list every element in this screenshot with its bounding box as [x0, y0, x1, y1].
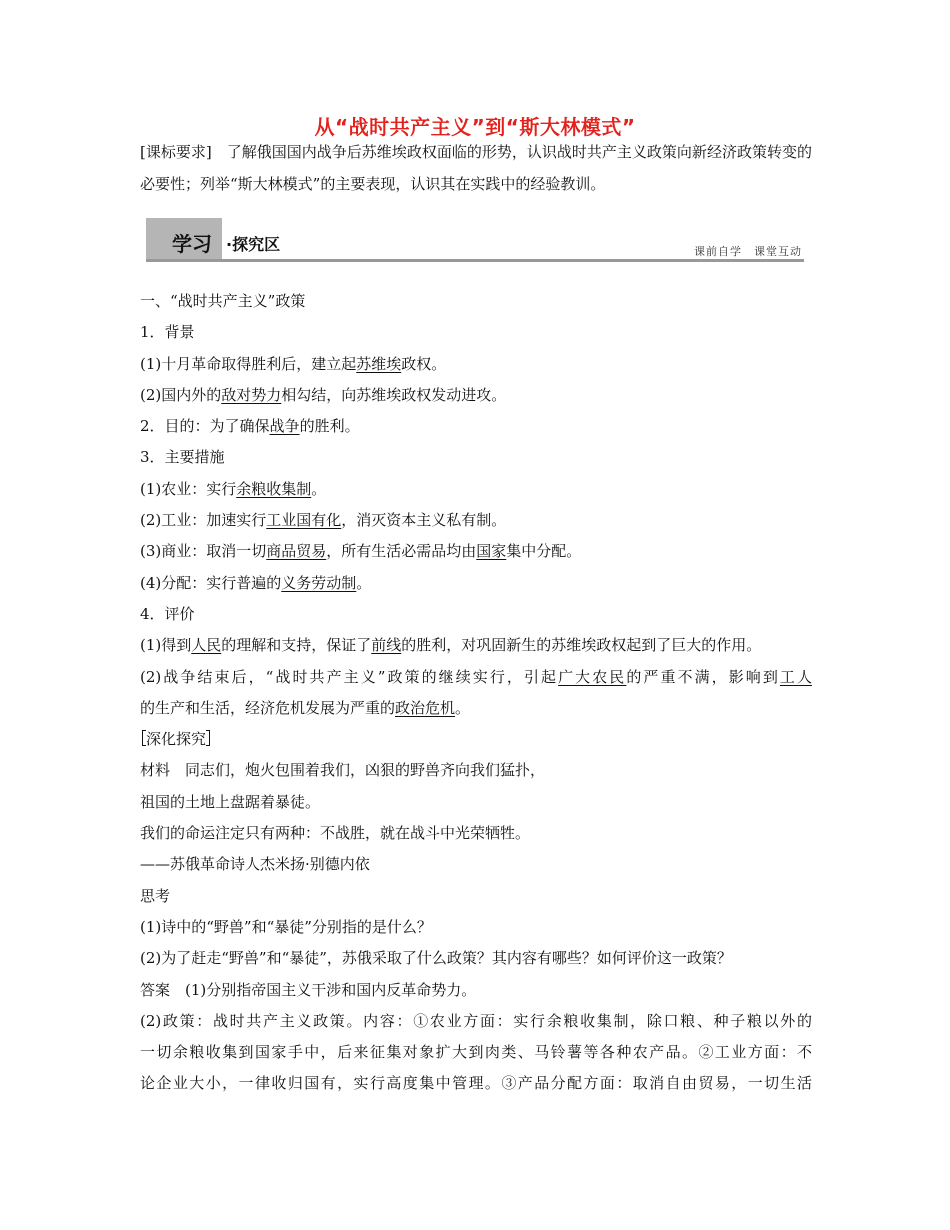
blank-answer: 政治危机: [395, 698, 456, 717]
measures-heading: 3．主要措施: [140, 448, 225, 467]
blank-answer: 广大农民: [558, 667, 627, 686]
requirement-text: 了解俄国国内战争后苏维埃政权面临的形势，认识战时共产主义政策向新经济政策转变的必要性；列举“斯大林模式”的主要表现，认识其在实践中的经验教训。: [140, 143, 812, 193]
blank-answer: 余粮收集制: [236, 479, 312, 498]
section-banner: [146, 218, 804, 264]
evaluation-item-2-line-2: 的生产和生活，经济危机发展为严重的政治危机。: [140, 698, 471, 717]
measure-item-4: (4)分配：实行普遍的义务劳动制。: [140, 573, 372, 592]
background-item-1: (1)十月革命取得胜利后，建立起苏维埃政权。: [140, 354, 447, 373]
blank-answer: 国家: [476, 542, 507, 561]
material-line-1: 材料 同志们，炮火包围着我们，凶狠的野兽齐向我们猛扑，: [140, 761, 546, 780]
material-source: ——苏俄革命诗人杰米扬·别德内依: [140, 855, 370, 874]
banner-sub-label: ·探究区: [226, 235, 281, 254]
material-line-3: 我们的命运注定只有两种：不战胜，就在战斗中光荣牺牲。: [140, 824, 531, 843]
blank-answer: 敌对势力: [221, 385, 282, 404]
section-heading: 一、“战时共产主义”政策: [140, 292, 306, 310]
purpose-item: 2．目的：为了确保战争的胜利。: [140, 417, 360, 436]
banner-right-label: 课前自学 课堂互动: [694, 245, 802, 258]
explore-label: 深化探究: [140, 724, 812, 755]
banner-main-label: 学习: [172, 232, 212, 256]
answer-1: 答案 (1)分别指帝国主义干涉和国内反革命势力。: [140, 980, 477, 999]
blank-answer: 工业国有化: [266, 511, 342, 530]
bracket-right: [206, 730, 210, 746]
evaluation-heading: 4．评价: [140, 604, 195, 623]
evaluation-item-1: (1)得到人民的理解和支持，保证了前线的胜利，对巩固新生的苏维埃政权起到了巨大的作用。: [140, 636, 762, 655]
main-content: [140, 286, 812, 1100]
blank-answer: 人民: [191, 636, 222, 655]
question-2: (2)为了赶走“野兽”和“暴徒”，苏俄采取了什么政策？其内容有哪些？如何评价这一政策？: [140, 949, 732, 968]
background-item-2: (2)国内外的敌对势力相勾结，向苏维埃政权发动进攻。: [140, 385, 507, 404]
evaluation-item-2-line-1: (2)战争结束后，“战时共产主义”政策的继续实行，引起广大农民的严重不满，影响到工人: [140, 667, 812, 686]
background-heading: 1．背景: [140, 323, 195, 342]
blank-answer: 义务劳动制: [281, 573, 357, 592]
blank-answer: 苏维埃: [356, 354, 402, 373]
answer-2-line-3: 论企业大小，一律收归国有，实行高度集中管理。③产品分配方面：取消自由贸易，一切生活: [140, 1074, 812, 1093]
answer-2-line-2: 一切余粮收集到国家手中，后来征集对象扩大到肉类、马铃薯等各种农产品。②工业方面：不: [140, 1043, 812, 1062]
curriculum-requirement: [140, 136, 812, 200]
requirement-label: [课标要求]: [140, 143, 212, 161]
material-line-2: 祖国的土地上盘踞着暴徒。: [140, 792, 321, 811]
measure-item-2: (2)工业：加速实行工业国有化，消灭资本主义私有制。: [140, 511, 507, 530]
page-title: 从“战时共产主义”到“斯大林模式”: [314, 115, 636, 139]
answer-2-line-1: (2)政策：战时共产主义政策。内容：①农业方面：实行余粮收集制，除口粮、种子粮以外的: [140, 1011, 812, 1030]
think-heading: 思考: [140, 886, 171, 905]
blank-answer: 前线: [371, 636, 402, 655]
question-1: (1)诗中的“野兽”和“暴徒”分别指的是什么？: [140, 917, 432, 936]
blank-answer: 商品贸易: [266, 542, 327, 561]
blank-answer: 工人: [779, 667, 812, 686]
blank-answer: 战争: [269, 417, 300, 436]
measure-item-1: (1)农业：实行余粮收集制。: [140, 479, 327, 498]
banner-divider: [146, 259, 804, 262]
measure-item-3: (3)商业：取消一切商品贸易，所有生活必需品均由国家集中分配。: [140, 542, 582, 561]
